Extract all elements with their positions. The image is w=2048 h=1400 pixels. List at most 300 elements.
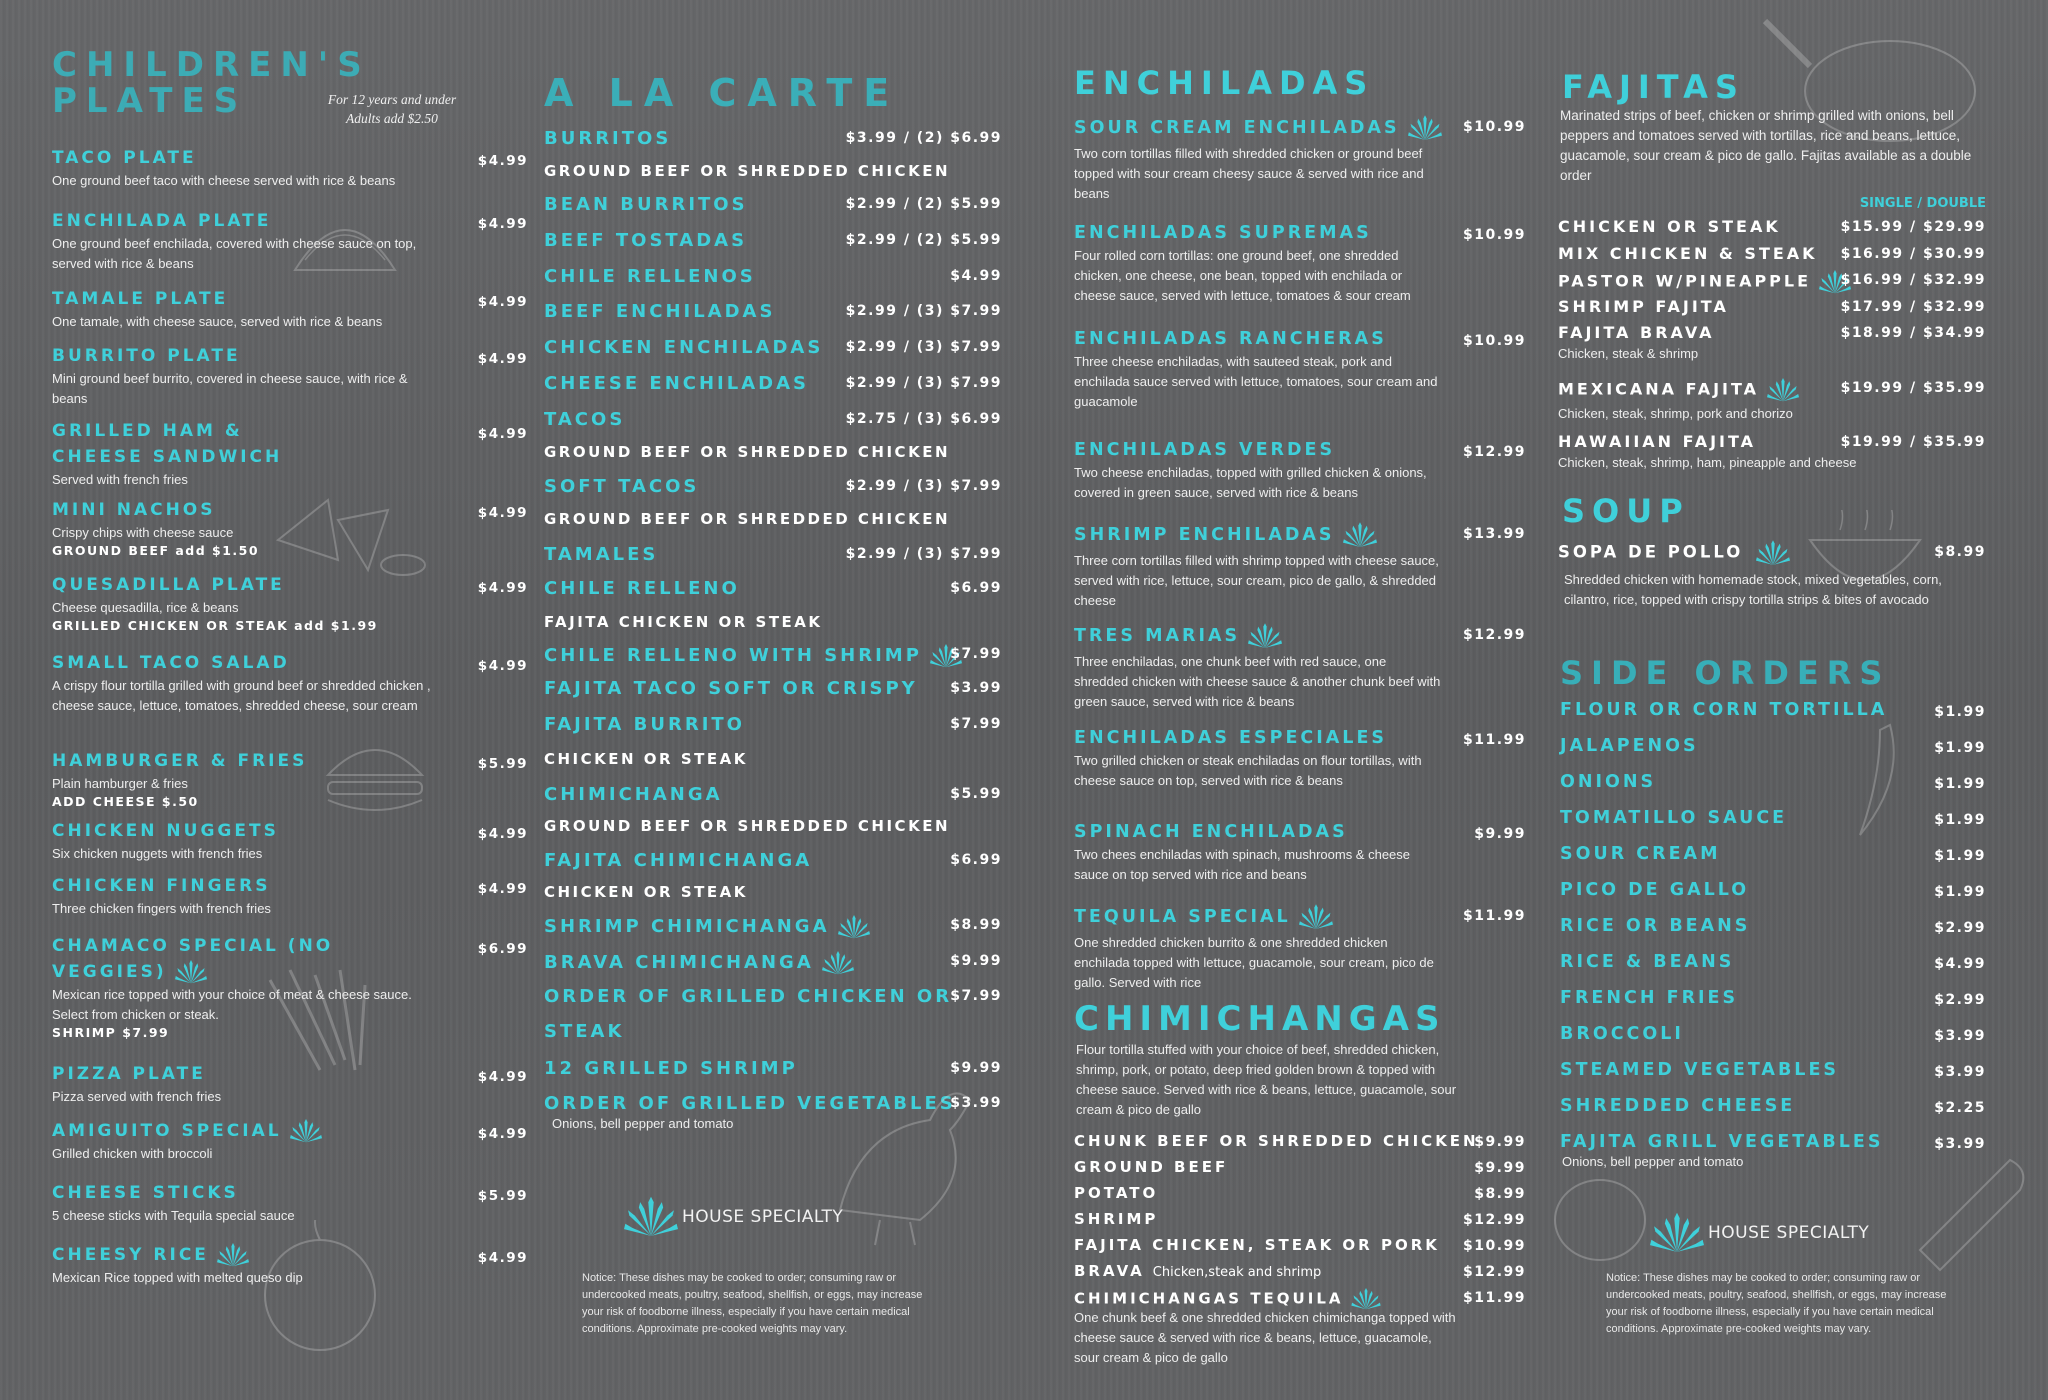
side-item-name: SOUR CREAM (1560, 844, 1721, 864)
agave-icon (624, 1196, 678, 1238)
alacarte-item-price: $3.99 / (2) $6.99 (845, 130, 1002, 146)
fajita-item-price: $17.99 / $32.99 (1840, 299, 1986, 315)
side-item-name: RICE & BEANS (1560, 952, 1735, 972)
side-item-price: $1.99 (1934, 812, 1986, 828)
agave-icon (1408, 115, 1442, 141)
alacarte-item-price: $2.99 / (2) $5.99 (845, 196, 1002, 212)
alacarte-item (544, 714, 1002, 735)
fajita-item (1558, 432, 1986, 473)
side-item (1558, 916, 1986, 936)
chimichanga-item-price: $9.99 (1474, 1134, 1526, 1150)
alacarte-item-price: $9.99 (950, 1060, 1002, 1076)
children-item-desc: Pizza served with french fries (52, 1089, 222, 1104)
children-item-extra: GROUND BEEF add $1.50 (52, 543, 260, 558)
enchilada-item-name: ENCHILADAS SUPREMAS (1074, 223, 1372, 243)
children-item-name: CHAMACO SPECIAL (NO VEGGIES) (52, 936, 334, 982)
alacarte-item-price: $2.99 / (3) $7.99 (845, 339, 1002, 355)
chimichanga-item-name: CHUNK BEEF OR SHREDDED CHICKEN (1074, 1132, 1479, 1150)
alacarte-item-name: CHILE RELLENOS (544, 266, 756, 287)
fries-sketch-icon (260, 960, 390, 1080)
alacarte-item (544, 373, 1002, 394)
alacarte-item (544, 476, 1002, 497)
chimichanga-item-note: Chicken,steak and shrimp (1152, 1265, 1322, 1280)
alacarte-item (544, 678, 1002, 699)
alacarte-item-name: FAJITA BURRITO (544, 714, 745, 735)
children-item-desc: Served with french fries (52, 472, 188, 487)
side-item-price: $2.25 (1934, 1100, 1986, 1116)
chimichanga-item-price: $8.99 (1474, 1186, 1526, 1202)
side-item (1558, 952, 1986, 972)
fajita-item-desc: Chicken, steak, shrimp, pork and chorizo (1558, 406, 1793, 421)
alacarte-item-name: BURRITOS (544, 128, 672, 149)
children-item-price: $4.99 (477, 505, 528, 521)
alacarte-subline (544, 162, 1002, 180)
chimichanga-item (1074, 1132, 1526, 1150)
children-item-name: MINI NACHOS (52, 500, 216, 520)
soup-title: SOUP (1562, 492, 1690, 530)
chimichanga-item-name: BRAVA Chicken,steak and shrimp (1074, 1262, 1322, 1280)
soup-name: SOPA DE POLLO (1558, 542, 1744, 562)
side-item-price: $3.99 (1934, 1064, 1986, 1080)
fajita-item-desc: Chicken, steak & shrimp (1558, 346, 1699, 361)
side-item-price: $1.99 (1934, 740, 1986, 756)
alacarte-item-price: $2.99 / (3) $7.99 (845, 303, 1002, 319)
children-item (52, 208, 528, 274)
children-item-desc: Mexican rice topped with your choice of meat & cheese sauce. Select from chicken or steak. (52, 987, 412, 1022)
enchilada-item (1074, 522, 1526, 611)
alacarte-item (544, 544, 1002, 565)
alacarte-item-name: BEEF TOSTADAS (544, 230, 748, 251)
enchilada-item-name: TRES MARIAS (1074, 623, 1514, 649)
chimichanga-item-desc: One chunk beef & one shredded chicken chimichanga topped with cheese sauce & served with rice & beans, lettuce, guacamole, sour cream & pico de gallo (1074, 1310, 1456, 1365)
children-item-desc: Crispy chips with cheese sauce (52, 525, 234, 540)
children-item-price: $5.99 (477, 756, 528, 772)
children-item-name: GRILLED HAM & CHEESE SANDWICH (52, 421, 283, 467)
notice-text-2: Notice: These dishes may be cooked to order; consuming raw or undercooked meats, poultry, seafood, shellfish, or eggs, may increase your risk of foodborne illness, especially if you have certain medical conditions. Approximate pre-cooked weights may vary. (1606, 1272, 1947, 1335)
alacarte-item-name: CHILE RELLENO WITH SHRIMP (544, 644, 1002, 668)
children-item-desc: Cheese quesadilla, rice & beans (52, 600, 239, 615)
chimichanga-item (1074, 1288, 1526, 1368)
children-item-price: $4.99 (477, 826, 528, 842)
alacarte-item-price: $5.99 (950, 786, 1002, 802)
children-item-price: $4.99 (477, 426, 528, 442)
alacarte-item (544, 915, 1002, 939)
alacarte-subline (544, 613, 1002, 631)
chimichanga-item-price: $11.99 (1462, 1290, 1526, 1306)
alacarte-subline-text: GROUND BEEF OR SHREDDED CHICKEN (544, 443, 950, 461)
children-item-desc: Grilled chicken with broccoli (52, 1146, 213, 1161)
enchilada-item-name: SHRIMP ENCHILADAS (1074, 522, 1514, 548)
agave-icon (1343, 522, 1377, 548)
side-item (1558, 880, 1986, 900)
enchilada-item (1074, 223, 1526, 306)
enchilada-item (1074, 440, 1526, 503)
house-specialty-label-2: HOUSE SPECIALTY (1708, 1223, 1870, 1243)
side-item-name: FLOUR OR CORN TORTILLA (1560, 700, 1888, 720)
side-item-price: $2.99 (1934, 920, 1986, 936)
alacarte-item-price: $8.99 (950, 917, 1002, 933)
alacarte-item (544, 850, 1002, 871)
children-item-price: $5.99 (477, 1188, 528, 1204)
soup-desc: Shredded chicken with homemade stock, mixed vegetables, corn, cilantro, rice, topped with crispy tortilla strips & bites of avocado (1564, 572, 1942, 607)
children-item-name: AMIGUITO SPECIAL (52, 1118, 342, 1144)
alacarte-item (544, 194, 1002, 215)
children-item (52, 873, 528, 919)
enchilada-item (1074, 904, 1526, 993)
enchilada-item (1074, 115, 1526, 204)
alacarte-subline (544, 750, 1002, 768)
alacarte-item (544, 578, 1002, 599)
agave-icon (1756, 540, 1790, 566)
children-item (52, 286, 528, 332)
side-item-name: PICO DE GALLO (1560, 880, 1750, 900)
children-item-price: $4.99 (477, 658, 528, 674)
alacarte-subline-text: GROUND BEEF OR SHREDDED CHICKEN (544, 162, 950, 180)
agave-icon (1767, 378, 1799, 402)
side-item-desc: Onions, bell pepper and tomato (1562, 1154, 1744, 1169)
chimichanga-item-name: GROUND BEEF (1074, 1158, 1229, 1176)
side-item (1558, 1060, 1986, 1080)
enchilada-item-desc: Three cheese enchiladas, with sauteed steak, pork and enchilada sauce served with lettuce, tomatoes, sour cream and guacamole (1074, 354, 1438, 409)
side-item-name: BROCCOLI (1560, 1024, 1684, 1044)
fajita-item-price: $19.99 / $35.99 (1840, 434, 1986, 450)
children-item (52, 650, 528, 716)
chimichanga-item-price: $12.99 (1462, 1264, 1526, 1280)
children-item-name: CHEESY RICE (52, 1242, 342, 1268)
enchilada-item (1074, 329, 1526, 412)
enchilada-item-desc: Two cheese enchiladas, topped with grilled chicken & onions, covered in green sauce, served with rice & beans (1074, 465, 1427, 500)
children-item-name: CHICKEN NUGGETS (52, 821, 279, 841)
alacarte-item-price: $2.75 / (3) $6.99 (845, 411, 1002, 427)
onion-sketch-icon (250, 1220, 390, 1360)
children-item-name: HAMBURGER & FRIES (52, 751, 308, 771)
children-item-price: $4.99 (477, 294, 528, 310)
side-item-name: STEAMED VEGETABLES (1560, 1060, 1840, 1080)
alacarte-subline (544, 883, 1002, 901)
side-item-price: $1.99 (1934, 884, 1986, 900)
rooster-sketch-icon (800, 1050, 1000, 1250)
alacarte-item (544, 409, 1002, 430)
enchilada-item-price: $11.99 (1462, 908, 1526, 924)
alacarte-item-name: SHRIMP CHIMICHANGA (544, 915, 1002, 939)
enchilada-item-name: ENCHILADAS ESPECIALES (1074, 728, 1388, 748)
alacarte-item (544, 128, 1002, 149)
alacarte-item-name: BRAVA CHIMICHANGA (544, 951, 1002, 975)
agave-icon (1351, 1288, 1381, 1310)
agave-icon (1248, 623, 1282, 649)
children-item-name: TAMALE PLATE (52, 289, 229, 309)
alacarte-item-desc: Onions, bell pepper and tomato (552, 1116, 734, 1131)
children-item-price: $4.99 (477, 351, 528, 367)
enchilada-item-desc: Four rolled corn tortillas: one ground beef, one shredded chicken, one cheese, one bean, topped with enchilada or cheese sauce, served with lettuce, tomatoes & sour cream (1074, 248, 1411, 303)
enchilada-item-desc: Three corn tortillas filled with shrimp topped with cheese sauce, served with rice, lettuce, sour cream, pico de gallo, & shredded cheese (1074, 553, 1439, 608)
enchilada-item-price: $11.99 (1462, 732, 1526, 748)
children-item-name: CHEESE STICKS (52, 1183, 239, 1203)
agave-icon (838, 915, 870, 939)
alacarte-item-price: $2.99 / (3) $7.99 (845, 478, 1002, 494)
chimichanga-item-price: $12.99 (1462, 1212, 1526, 1228)
side-item-name: FRENCH FRIES (1560, 988, 1739, 1008)
alacarte-item-price: $7.99 (950, 646, 1002, 662)
fajita-item-name: PASTOR W/PINEAPPLE (1558, 270, 1986, 294)
nachos-sketch-icon (268, 480, 438, 590)
children-item-name: PIZZA PLATE (52, 1064, 206, 1084)
alacarte-item-name: CHICKEN ENCHILADAS (544, 337, 824, 358)
side-item-price: $3.99 (1934, 1028, 1986, 1044)
enchilada-item (1074, 728, 1526, 791)
fajita-item-name: CHICKEN OR STEAK (1558, 217, 1781, 236)
chimichanga-item-name: CHIMICHANGAS TEQUILA (1074, 1288, 1514, 1310)
side-item-price: $1.99 (1934, 704, 1986, 720)
children-item-price: $6.99 (477, 941, 528, 957)
fajita-item-name: MIX CHICKEN & STEAK (1558, 244, 1818, 263)
fajita-item (1558, 217, 1986, 236)
chimichanga-item (1074, 1158, 1526, 1176)
side-item (1558, 844, 1986, 864)
chimichanga-item-name: FAJITA CHICKEN, STEAK OR PORK (1074, 1236, 1440, 1254)
chimichanga-item (1074, 1210, 1526, 1228)
soup-price: $8.99 (1934, 544, 1986, 560)
enchilada-item-name: TEQUILA SPECIAL (1074, 904, 1514, 930)
enchilada-item-price: $9.99 (1474, 826, 1526, 842)
side-item-name: ONIONS (1560, 772, 1657, 792)
alacarte-subline-text: GROUND BEEF OR SHREDDED CHICKEN (544, 510, 950, 528)
children-item-price: $4.99 (477, 881, 528, 897)
children-item-price: $4.99 (477, 216, 528, 232)
side-item-name: SHREDDED CHEESE (1560, 1096, 1796, 1116)
side-item-price: $2.99 (1934, 992, 1986, 1008)
alacarte-item-price: $9.99 (950, 953, 1002, 969)
alacarte-subline-text: CHICKEN OR STEAK (544, 883, 748, 901)
children-item-extra: SHRIMP $7.99 (52, 1025, 170, 1040)
children-item-price: $4.99 (477, 153, 528, 169)
alacarte-item-name: TAMALES (544, 544, 659, 565)
enchilada-item-desc: Two grilled chicken or steak enchiladas on flour tortillas, with cheese sauce on top, served with rice & beans (1074, 753, 1422, 788)
fajitas-title: FAJITAS (1562, 68, 1745, 106)
alacarte-item-price: $2.99 / (2) $5.99 (845, 232, 1002, 248)
children-item-name: TACO PLATE (52, 148, 197, 168)
side-item (1558, 1024, 1986, 1044)
enchilada-item-price: $10.99 (1462, 227, 1526, 243)
enchilada-item-price: $13.99 (1462, 526, 1526, 542)
alacarte-subline-text: FAJITA CHICKEN OR STEAK (544, 613, 823, 631)
alacarte-subline (544, 510, 1002, 528)
burger-sketch-icon (320, 730, 430, 820)
alacarte-item-name: 12 GRILLED SHRIMP (544, 1058, 798, 1079)
agave-icon (1299, 904, 1333, 930)
fajita-item-name: HAWAIIAN FAJITA (1558, 432, 1757, 451)
alacarte-item-name: CHIMICHANGA (544, 784, 723, 805)
alacarte-item-name: BEEF ENCHILADAS (544, 301, 776, 322)
children-item-extra: GRILLED CHICKEN OR STEAK add $1.99 (52, 618, 378, 633)
alacarte-item-price: $2.99 / (3) $7.99 (845, 546, 1002, 562)
fajita-item (1558, 244, 1986, 263)
side-item-price: $1.99 (1934, 848, 1986, 864)
side-item (1558, 700, 1986, 720)
enchilada-item-name: ENCHILADAS VERDES (1074, 440, 1336, 460)
children-item-desc: 5 cheese sticks with Tequila special sauce (52, 1208, 295, 1223)
alacarte-item (544, 951, 1002, 975)
fajita-item-price: $16.99 / $30.99 (1840, 246, 1986, 262)
children-item-price: $4.99 (477, 1069, 528, 1085)
fajita-item (1558, 270, 1986, 294)
children-title-line1: CHILDREN'S (52, 45, 371, 85)
children-title-line2: PLATES (52, 81, 248, 121)
alacarte-item-name: FAJITA CHIMICHANGA (544, 850, 813, 871)
alacarte-item-name: SOFT TACOS (544, 476, 700, 497)
children-item-desc: Mexican Rice topped with melted queso dip (52, 1270, 303, 1285)
alacarte-item (544, 266, 1002, 287)
enchilada-item-desc: Two chees enchiladas with spinach, mushrooms & cheese sauce on top served with rice and beans (1074, 847, 1411, 882)
side-item-price: $3.99 (1934, 1136, 1986, 1152)
chimichanga-item-name: SHRIMP (1074, 1210, 1159, 1228)
enchilada-item-desc: Two corn tortillas filled with shredded chicken or ground beef topped with sour cream cheesy sauce & served with rice and beans (1074, 146, 1424, 201)
enchilada-item (1074, 822, 1526, 885)
fajita-item (1558, 378, 1986, 424)
alacarte-item-price: $4.99 (950, 268, 1002, 284)
sides-title: SIDE ORDERS (1560, 654, 1891, 692)
children-item (52, 343, 528, 409)
agave-icon (822, 951, 854, 975)
agave-icon (290, 1119, 322, 1143)
enchilada-item (1074, 623, 1526, 712)
enchilada-item-price: $12.99 (1462, 627, 1526, 643)
taco-sketch-icon (290, 200, 400, 280)
fajita-item (1558, 297, 1986, 316)
fajita-item (1558, 323, 1986, 364)
alacarte-item-name: CHEESE ENCHILADAS (544, 373, 809, 394)
alacarte-subline-text: GROUND BEEF OR SHREDDED CHICKEN (544, 817, 950, 835)
alacarte-title: A LA CARTE (544, 71, 901, 115)
alacarte-item-price: $7.99 (950, 988, 1002, 1004)
chimichanga-item-name: POTATO (1074, 1184, 1159, 1202)
fajita-item-price: $19.99 / $35.99 (1840, 380, 1986, 396)
children-item-name: SMALL TACO SALAD (52, 653, 290, 673)
enchilada-item-price: $10.99 (1462, 119, 1526, 135)
children-item-name: BURRITO PLATE (52, 346, 241, 366)
pepper-sketch-icon (1850, 720, 1910, 840)
alacarte-item-price: $6.99 (950, 852, 1002, 868)
fajita-item-price: $15.99 / $29.99 (1840, 219, 1986, 235)
enchilada-item-desc: One shredded chicken burrito & one shredded chicken enchilada topped with lettuce, guacamole, sour cream, pico de gallo. Served with rice (1074, 935, 1434, 990)
fajita-item-name: MEXICANA FAJITA (1558, 378, 1986, 402)
children-item (52, 145, 528, 191)
alacarte-item-price: $6.99 (950, 580, 1002, 596)
chimichanga-item (1074, 1262, 1526, 1280)
chimichangas-title: CHIMICHANGAS (1074, 999, 1446, 1039)
alacarte-subline-text: CHICKEN OR STEAK (544, 750, 748, 768)
alacarte-item-name: STEAK (544, 1021, 625, 1042)
children-item-name: CHICKEN FINGERS (52, 876, 271, 896)
children-item-desc: One ground beef enchilada, covered with cheese sauce on top, served with rice & beans (52, 236, 417, 271)
children-item-name: QUESADILLA PLATE (52, 575, 285, 595)
children-item (52, 818, 528, 864)
children-item-desc: Mini ground beef burrito, covered in cheese sauce, with rice & beans (52, 371, 408, 406)
side-item-name: RICE OR BEANS (1560, 916, 1751, 936)
children-note: For 12 years and under Adults add $2.50 (327, 92, 457, 126)
agave-icon (217, 1243, 249, 1267)
side-item (1558, 736, 1986, 756)
fajita-item-name: FAJITA BRAVA (1558, 323, 1715, 342)
side-item (1558, 988, 1986, 1008)
enchilada-item-desc: Three enchiladas, one chunk beef with red sauce, one shredded chicken with cheese sauce & another chunk beef with green sauce, served with rice & beans (1074, 654, 1441, 709)
agave-icon (175, 960, 207, 984)
children-item-desc: One ground beef taco with cheese served with rice & beans (52, 173, 396, 188)
alacarte-item (544, 230, 1002, 251)
vegetables-sketch-icon (1540, 1130, 2040, 1290)
side-item-price: $4.99 (1934, 956, 1986, 972)
side-item (1558, 808, 1986, 828)
fajitas-size-header: SINGLE / DOUBLE (1859, 196, 1986, 211)
side-item-name: TOMATILLO SAUCE (1560, 808, 1788, 828)
children-item-price: $4.99 (477, 1126, 528, 1142)
alacarte-item (544, 301, 1002, 322)
alacarte-item (544, 1021, 1002, 1042)
fajita-item-price: $18.99 / $34.99 (1840, 325, 1986, 341)
fajita-item-desc: Chicken, steak, shrimp, ham, pineapple and cheese (1558, 455, 1857, 470)
children-item-price: $4.99 (477, 1250, 528, 1266)
skillet-sketch-icon (1760, 6, 1990, 156)
alacarte-item-name: TACOS (544, 409, 626, 430)
alacarte-item-price: $3.99 (950, 1095, 1002, 1111)
children-item (52, 1118, 528, 1164)
chimichangas-desc: Flour tortilla stuffed with your choice of beef, shredded chicken, shrimp, pork, or potato, deep fried golden brown & topped with cheese sauce. Served with rice & beans, lettuce, guacamole, sour cream & pico de gallo (1076, 1042, 1457, 1117)
alacarte-item-name: ORDER OF GRILLED CHICKEN OR (544, 986, 953, 1007)
alacarte-item-price: $7.99 (950, 716, 1002, 732)
chimichanga-item (1074, 1236, 1526, 1254)
side-item (1558, 772, 1986, 792)
chimichanga-item-price: $9.99 (1474, 1160, 1526, 1176)
alacarte-subline (544, 443, 1002, 461)
side-item-name: JALAPENOS (1560, 736, 1699, 756)
side-item (1558, 1096, 1986, 1116)
bowl-sketch-icon (1800, 510, 1930, 590)
alacarte-item-name: BEAN BURRITOS (544, 194, 748, 215)
side-item-name: FAJITA GRILL VEGETABLES (1560, 1132, 1884, 1152)
fajita-item-name: SHRIMP FAJITA (1558, 297, 1729, 316)
enchilada-item-price: $10.99 (1462, 333, 1526, 349)
alacarte-item-price: $2.99 / (3) $7.99 (845, 375, 1002, 391)
fajitas-desc: Marinated strips of beef, chicken or shrimp grilled with onions, bell peppers and tomatoes served with tortillas, rice and beans, lettuce, guacamole, sour cream & pico de gallo. Fajitas available as a double order (1560, 108, 1972, 183)
children-item-desc: Three chicken fingers with french fries (52, 901, 271, 916)
chimichanga-item (1074, 1184, 1526, 1202)
house-specialty-label: HOUSE SPECIALTY (682, 1207, 844, 1227)
fajita-item-price: $16.99 / $32.99 (1840, 272, 1986, 288)
alacarte-item-name: ORDER OF GRILLED VEGETABLES (544, 1093, 956, 1114)
alacarte-item-name: FAJITA TACO SOFT OR CRISPY (544, 678, 918, 699)
children-item-desc: Six chicken nuggets with french fries (52, 846, 263, 861)
enchilada-item-name: SOUR CREAM ENCHILADAS (1074, 115, 1514, 141)
children-item-price: $4.99 (477, 580, 528, 596)
alacarte-subline (544, 817, 1002, 835)
notice-text: Notice: These dishes may be cooked to order; consuming raw or undercooked meats, poultry, seafood, shellfish, or eggs, may increase your risk of foodborne illness, especially if you have certain medical conditions. Approximate pre-cooked weights may vary. (582, 1272, 923, 1335)
alacarte-item (544, 644, 1002, 668)
alacarte-item-price: $3.99 (950, 680, 1002, 696)
alacarte-item-name: CHILE RELLENO (544, 578, 740, 599)
alacarte-item (544, 337, 1002, 358)
children-item-desc: A crispy flour tortilla grilled with ground beef or shredded chicken , cheese sauce, lettuce, tomatoes, shredded cheese, sour cream (52, 678, 431, 713)
enchilada-item-name: ENCHILADAS RANCHERAS (1074, 329, 1387, 349)
enchilada-item-price: $12.99 (1462, 444, 1526, 460)
chimichanga-item-price: $10.99 (1462, 1238, 1526, 1254)
children-item-desc: One tamale, with cheese sauce, served with rice & beans (52, 314, 383, 329)
enchiladas-title: ENCHILADAS (1074, 64, 1375, 102)
side-item-price: $1.99 (1934, 776, 1986, 792)
children-item-desc: Plain hamburger & fries (52, 776, 188, 791)
children-item-name: ENCHILADA PLATE (52, 211, 272, 231)
children-item-extra: ADD CHEESE $.50 (52, 794, 199, 809)
alacarte-item (544, 986, 1002, 1007)
